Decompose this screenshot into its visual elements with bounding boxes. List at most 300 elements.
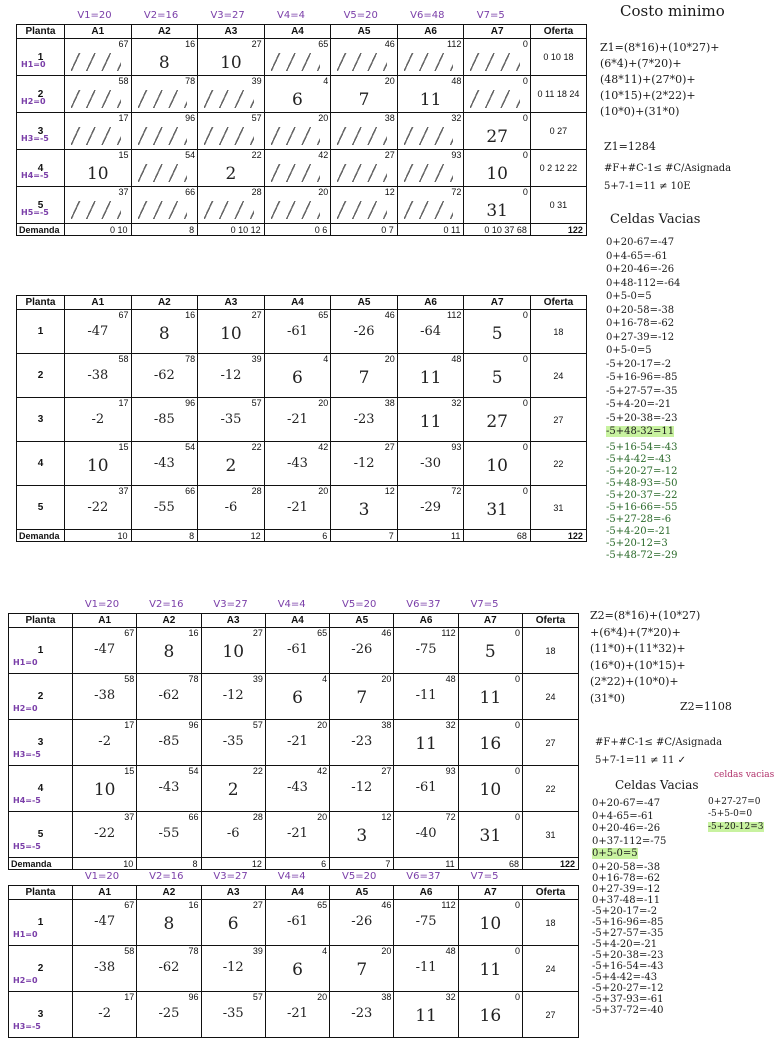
cell-2-a6 <box>394 674 458 720</box>
demanda-row <box>17 530 587 542</box>
oferta-1: 18 <box>522 628 578 674</box>
allocation-value: 8 <box>158 53 170 73</box>
cell-2-a7 <box>464 354 531 398</box>
unit-cost: 0 <box>522 39 528 49</box>
celdas-vacias-list-2: 0+20-67=-47 0+4-65=-61 0+20-46=-26 0+37-112=-75 <box>592 798 667 847</box>
allocation-value: 6 <box>292 368 303 388</box>
allocation-value: -35 <box>222 734 244 749</box>
cell-3-a1 <box>73 992 137 1038</box>
unit-cost: 42 <box>317 766 328 776</box>
unit-cost: 20 <box>317 812 328 822</box>
cell-4-a1 <box>65 442 132 486</box>
v-value-a6: V6=48 <box>410 10 445 21</box>
allocation-value: -12 <box>222 960 244 975</box>
unit-cost: 38 <box>381 720 392 730</box>
unit-cost: 15 <box>124 766 135 776</box>
col-header-a1: A1 <box>73 886 137 900</box>
allocation-value: -43 <box>153 456 175 471</box>
unit-cost: 20 <box>381 674 392 684</box>
plant-label-4: 4 H4=-5 <box>17 150 65 187</box>
unit-cost: 38 <box>384 398 395 408</box>
allocation-value: -12 <box>351 780 373 795</box>
unit-cost: 48 <box>451 76 462 86</box>
unit-cost: 67 <box>118 310 129 320</box>
allocation-value: 7 <box>358 90 370 110</box>
demanda-a1: 10 <box>73 858 137 870</box>
crossed-out-mark <box>337 127 387 145</box>
cell-3-a2 <box>137 992 201 1038</box>
v-value-a1: V1=20 <box>84 871 120 882</box>
oferta-4: 0 2 12 22 <box>530 150 586 187</box>
crossed-out-mark <box>271 127 321 145</box>
unit-cost: 57 <box>251 113 262 123</box>
plant-row-4 <box>9 766 579 812</box>
celdas-vacias-list-1: 0+20-67=-47 0+4-65=-61 0+20-46=-26 0+48-112=-64 0+5-0=5 0+20-58=-38 0+16-78=-62 0+27-39=-12 0+5-0=5 -5+20-17=-2 -5+16-96=-85 -5+27-57=-35 -5+4-20=-21 -5+20-38=-23 <box>606 237 681 424</box>
cell-1-a5 <box>330 900 394 946</box>
unit-cost: 0 <box>522 310 528 320</box>
v-value-a5: V5=20 <box>343 10 378 21</box>
cell-5-a1 <box>65 187 132 224</box>
crossed-out-mark <box>337 53 387 71</box>
cell-4-a7 <box>464 442 531 486</box>
allocation-value: -26 <box>351 914 373 929</box>
allocation-value: 11 <box>415 1006 437 1026</box>
unit-cost: 27 <box>252 900 263 910</box>
oferta-header: Oferta <box>522 614 578 628</box>
allocation-value: 16 <box>479 734 502 754</box>
allocation-value: -22 <box>87 500 109 515</box>
cell-2-a2 <box>131 76 198 113</box>
unit-cost: 15 <box>118 442 129 452</box>
oferta-3: 27 <box>522 992 578 1038</box>
demanda-a6: 11 <box>394 858 458 870</box>
demanda-label: Demanda <box>17 224 65 236</box>
celdas-vacias-side-highlight: -5+20-12=3 <box>708 822 764 832</box>
oferta-5: 0 31 <box>530 187 586 224</box>
unit-cost: 0 <box>514 992 520 1002</box>
unit-cost: 65 <box>318 39 329 49</box>
unit-cost: 17 <box>124 720 135 730</box>
col-header-a3: A3 <box>198 296 265 310</box>
celdas-vacias-highlight-2: 0+5-0=5 <box>592 848 638 859</box>
allocation-value: -62 <box>158 688 180 703</box>
oferta-1: 0 10 18 <box>530 39 586 76</box>
cell-1-a5 <box>331 39 398 76</box>
allocation-value: -75 <box>415 914 437 929</box>
allocation-value: -38 <box>94 688 116 703</box>
unit-cost: 27 <box>384 150 395 160</box>
cell-4-a6 <box>394 766 458 812</box>
plant-row-2 <box>9 674 579 720</box>
cell-5-a6 <box>394 812 458 858</box>
unit-cost: 20 <box>318 187 329 197</box>
demanda-a1: 0 10 <box>65 224 132 236</box>
col-header-a7: A7 <box>464 25 531 39</box>
cell-5-a4 <box>264 187 331 224</box>
plant-row-5 <box>17 486 587 530</box>
cell-1-a4 <box>265 900 329 946</box>
plant-label-2: 2 H2=0 <box>9 674 73 720</box>
unit-cost: 4 <box>322 674 328 684</box>
col-header-a2: A2 <box>137 886 201 900</box>
unit-cost: 78 <box>188 946 199 956</box>
unit-cost: 39 <box>252 674 263 684</box>
col-header-a5: A5 <box>330 886 394 900</box>
oferta-5: 31 <box>530 486 586 530</box>
cell-5-a5 <box>330 812 394 858</box>
v-value-a3: V3=27 <box>213 871 248 882</box>
planta-header: Planta <box>9 614 73 628</box>
cell-1-a7 <box>458 900 522 946</box>
allocation-value: 6 <box>292 688 303 708</box>
allocation-value: 2 <box>225 456 237 476</box>
unit-cost: 20 <box>317 992 328 1002</box>
allocation-value: 10 <box>479 914 502 934</box>
cell-1-a4 <box>265 628 329 674</box>
v-value-a4: V4=4 <box>277 10 305 21</box>
cell-5-a1 <box>65 486 132 530</box>
celdas-vacias-title-1: Celdas Vacias <box>610 212 701 227</box>
allocation-value: -22 <box>94 826 116 841</box>
allocation-value: -85 <box>158 734 180 749</box>
plant-label-3: 3 H3=-5 <box>17 113 65 150</box>
col-header-a6: A6 <box>397 296 464 310</box>
unit-cost: 28 <box>251 187 262 197</box>
unit-cost: 96 <box>185 398 196 408</box>
plant-row-2 <box>17 76 587 113</box>
cell-4-a5 <box>330 766 394 812</box>
unit-cost: 32 <box>451 113 462 123</box>
demanda-a7: 0 10 37 68 <box>464 224 531 236</box>
unit-cost: 16 <box>185 39 196 49</box>
allocation-value: -21 <box>287 500 308 515</box>
crossed-out-mark <box>271 53 321 71</box>
cell-5-a3 <box>198 486 265 530</box>
v-value-a2: V2=16 <box>143 10 179 21</box>
unit-cost: 78 <box>185 354 196 364</box>
allocation-value: 10 <box>86 164 109 184</box>
oferta-2: 24 <box>522 674 578 720</box>
cell-2-a5 <box>330 946 394 992</box>
v-value-a5: V5=20 <box>342 599 377 610</box>
cell-1-a6 <box>397 310 464 354</box>
unit-cost: 46 <box>384 39 395 49</box>
demanda-row <box>9 858 579 870</box>
unit-cost: 112 <box>441 900 456 910</box>
col-header-a1: A1 <box>73 614 137 628</box>
col-header-a2: A2 <box>137 614 201 628</box>
oferta-4: 22 <box>530 442 586 486</box>
cell-2-a4 <box>264 76 331 113</box>
allocation-value: -23 <box>351 1006 373 1021</box>
demanda-label: Demanda <box>17 530 65 542</box>
cell-2-a6 <box>397 354 464 398</box>
header-row <box>9 886 579 900</box>
plant-row-3 <box>17 398 587 442</box>
cell-3-a7 <box>464 113 531 150</box>
allocation-value: 10 <box>220 53 242 73</box>
cell-1-a2 <box>131 310 198 354</box>
unit-cost: 54 <box>185 442 196 452</box>
oferta-2: 24 <box>522 946 578 992</box>
cell-5-a6 <box>397 486 464 530</box>
unit-cost: 67 <box>124 900 135 910</box>
unit-cost: 20 <box>318 398 329 408</box>
plant-row-3 <box>9 992 579 1038</box>
plant-row-2 <box>17 354 587 398</box>
allocation-value: 10 <box>486 164 508 184</box>
v-value-a4: V4=4 <box>277 599 306 610</box>
unit-cost: 58 <box>124 946 135 956</box>
cell-3-a6 <box>394 992 458 1038</box>
celdas-vacias-list-2b: 0+20-58=-38 0+16-78=-62 0+27-39=-12 0+37-48=-11 -5+20-17=-2 -5+16-96=-85 -5+27-57=-35 -5+4-20=-21 -5+20-38=-23 -5+16-54=-43 -5+4-42=-43 -5+20-27=-12 -5+37-93=-61 -5+37-72=-40 <box>592 862 664 1016</box>
allocation-value: 10 <box>222 642 245 662</box>
oferta-2: 0 11 18 24 <box>530 76 586 113</box>
t1-table <box>16 24 587 236</box>
cell-2-a5 <box>331 76 398 113</box>
allocation-value: -35 <box>222 1006 244 1021</box>
cell-1-a2 <box>137 628 201 674</box>
oferta-header: Oferta <box>530 296 586 310</box>
unit-cost: 20 <box>381 946 392 956</box>
unit-cost: 39 <box>251 354 262 364</box>
plant-label-3: 3 <box>17 398 65 442</box>
unit-cost: 58 <box>118 354 129 364</box>
allocation-value: -47 <box>94 914 116 929</box>
cell-1-a5 <box>330 628 394 674</box>
cell-1-a6 <box>394 628 458 674</box>
unit-cost: 93 <box>445 766 456 776</box>
allocation-value: 7 <box>356 688 368 708</box>
v-value-a3: V3=27 <box>213 599 248 610</box>
allocation-value: 31 <box>479 826 502 846</box>
allocation-value: -55 <box>153 500 175 515</box>
h-value-2: H2=0 <box>13 704 38 713</box>
allocation-value: -12 <box>220 368 242 383</box>
crossed-out-mark <box>337 164 387 182</box>
unit-cost: 54 <box>188 766 199 776</box>
allocation-value: 11 <box>479 960 502 980</box>
cell-4-a4 <box>264 442 331 486</box>
cell-2-a3 <box>198 354 265 398</box>
crossed-out-mark <box>271 201 321 219</box>
unit-cost: 16 <box>185 310 196 320</box>
unit-cost: 12 <box>384 187 395 197</box>
unit-cost: 66 <box>185 486 196 496</box>
unit-cost: 57 <box>252 992 263 1002</box>
t2-table <box>16 295 587 542</box>
unit-cost: 46 <box>381 628 392 638</box>
v-value-a7: V7=5 <box>470 871 499 882</box>
unit-cost: 58 <box>118 76 129 86</box>
allocation-value: -43 <box>287 456 308 471</box>
cell-3-a4 <box>265 720 329 766</box>
unit-cost: 22 <box>251 150 262 160</box>
cell-5-a5 <box>331 187 398 224</box>
cell-1-a6 <box>394 900 458 946</box>
allocation-value: -11 <box>415 688 437 703</box>
crossed-out-mark <box>71 53 121 71</box>
crossed-out-mark <box>71 127 121 145</box>
unit-cost: 20 <box>318 486 329 496</box>
plant-row-2 <box>9 946 579 992</box>
allocation-value: -47 <box>87 324 109 339</box>
allocation-value: -61 <box>415 780 437 795</box>
unit-cost: 72 <box>451 486 462 496</box>
allocation-value: -23 <box>353 412 375 427</box>
unit-cost: 37 <box>124 812 135 822</box>
crossed-out-mark <box>337 201 387 219</box>
v-value-a2: V2=16 <box>149 599 184 610</box>
cell-2-a2 <box>137 946 201 992</box>
allocation-value: -35 <box>220 412 242 427</box>
cell-2-a2 <box>137 674 201 720</box>
cell-1-a7 <box>458 628 522 674</box>
cell-3-a1 <box>73 720 137 766</box>
v-value-a1: V1=20 <box>84 599 120 610</box>
cell-3-a7 <box>464 398 531 442</box>
plant-label-3: 3 H3=-5 <box>9 720 73 766</box>
celdas-vacias-list-1b: -5+16-54=-43 -5+4-42=-43 -5+20-27=-12 -5+48-93=-50 -5+20-37=-22 -5+16-66=-55 -5+27-28=-6 -5+4-20=-21 -5+20-12=3 -5+48-72=-29 <box>606 442 678 561</box>
unit-cost: 96 <box>188 992 199 1002</box>
cell-3-a1 <box>65 398 132 442</box>
col-header-a2: A2 <box>131 296 198 310</box>
plant-label-3: 3 H3=-5 <box>9 992 73 1038</box>
allocation-value: -47 <box>94 642 116 657</box>
header-row <box>9 614 579 628</box>
cell-4-a6 <box>397 150 464 187</box>
allocation-value: 7 <box>356 960 368 980</box>
demanda-a5: 0 7 <box>331 224 398 236</box>
cell-5-a2 <box>131 187 198 224</box>
unit-cost: 27 <box>251 310 262 320</box>
cell-1-a1 <box>73 628 137 674</box>
unit-cost: 28 <box>251 486 262 496</box>
crossed-out-mark <box>470 90 520 108</box>
unit-cost: 72 <box>445 812 456 822</box>
cell-3-a4 <box>265 992 329 1038</box>
cell-3-a6 <box>397 398 464 442</box>
cell-1-a1 <box>65 310 132 354</box>
unit-cost: 93 <box>451 150 462 160</box>
cell-4-a2 <box>131 442 198 486</box>
unit-cost: 0 <box>522 442 528 452</box>
unit-cost: 93 <box>451 442 462 452</box>
unit-cost: 22 <box>251 442 262 452</box>
plant-label-1: 1 <box>17 310 65 354</box>
total: 122 <box>530 224 586 236</box>
cell-5-a3 <box>198 187 265 224</box>
col-header-a7: A7 <box>458 886 522 900</box>
cell-1-a7 <box>464 310 531 354</box>
allocation-value: -38 <box>94 960 116 975</box>
allocation-value: 2 <box>227 780 239 800</box>
cell-1-a3 <box>198 310 265 354</box>
allocation-value: -43 <box>287 780 308 795</box>
allocation-value: 6 <box>292 90 303 110</box>
h-value-1: H1=0 <box>13 930 38 939</box>
unit-cost: 16 <box>188 900 199 910</box>
unit-cost: 67 <box>118 39 129 49</box>
oferta-5: 31 <box>522 812 578 858</box>
col-header-a1: A1 <box>65 296 132 310</box>
cell-3-a6 <box>397 113 464 150</box>
unit-cost: 67 <box>124 628 135 638</box>
unit-cost: 37 <box>118 486 129 496</box>
unit-cost: 0 <box>514 720 520 730</box>
allocation-value: 8 <box>158 324 170 344</box>
col-header-a6: A6 <box>397 25 464 39</box>
plant-row-1 <box>9 900 579 946</box>
unit-cost: 0 <box>522 113 528 123</box>
oferta-3: 27 <box>530 398 586 442</box>
cell-4-a5 <box>331 442 398 486</box>
unit-cost: 39 <box>251 76 262 86</box>
oferta-header: Oferta <box>530 25 586 39</box>
crossed-out-mark <box>138 201 188 219</box>
allocation-value: -23 <box>351 734 373 749</box>
crossed-out-mark <box>204 90 254 108</box>
z1-formula: Z1=(8*16)+(10*27)+ (6*4)+(7*20)+ (48*11)+(27*0)+ (10*15)+(2*22)+ (10*0)+(31*0) <box>600 41 720 118</box>
plant-label-1: 1 H1=0 <box>9 628 73 674</box>
unit-cost: 0 <box>514 766 520 776</box>
cell-3-a3 <box>201 720 265 766</box>
cell-4-a4 <box>265 766 329 812</box>
allocation-value: -2 <box>98 1006 111 1021</box>
unit-cost: 48 <box>445 946 456 956</box>
crossed-out-mark <box>470 53 520 71</box>
plant-row-5 <box>17 187 587 224</box>
unit-cost: 48 <box>451 354 462 364</box>
cell-5-a7 <box>464 187 531 224</box>
allocation-value: -21 <box>287 1006 308 1021</box>
allocation-value: 5 <box>491 368 503 388</box>
cell-2-a1 <box>65 76 132 113</box>
col-header-a5: A5 <box>331 25 398 39</box>
h-value-5: H5=-5 <box>21 208 49 217</box>
unit-cost: 32 <box>451 398 462 408</box>
allocation-value: 10 <box>86 456 109 476</box>
cell-5-a2 <box>137 812 201 858</box>
unit-cost: 54 <box>185 150 196 160</box>
check-1: #F+#C-1≤ #C/Asignada 5+7-1=11 ≠ 10E <box>604 163 732 192</box>
cell-2-a4 <box>265 674 329 720</box>
cell-5-a2 <box>131 486 198 530</box>
unit-cost: 38 <box>381 992 392 1002</box>
cell-4-a1 <box>65 150 132 187</box>
crossed-out-mark <box>204 127 254 145</box>
v-value-a5: V5=20 <box>342 871 377 882</box>
v-value-a6: V6=37 <box>406 871 441 882</box>
demanda-a3: 12 <box>198 530 265 542</box>
allocation-value: -75 <box>415 642 437 657</box>
unit-cost: 112 <box>441 628 456 638</box>
plant-row-4 <box>17 442 587 486</box>
col-header-a5: A5 <box>331 296 398 310</box>
v-value-a7: V7=5 <box>476 10 505 21</box>
unit-cost: 65 <box>317 900 328 910</box>
celdas-vacias-side-title: celdas vacias <box>714 770 774 780</box>
cell-2-a6 <box>397 76 464 113</box>
planta-header: Planta <box>17 296 65 310</box>
allocation-value: -12 <box>353 456 375 471</box>
unit-cost: 65 <box>317 628 328 638</box>
allocation-value: -61 <box>287 324 308 339</box>
cell-2-a3 <box>201 674 265 720</box>
allocation-value: -2 <box>98 734 111 749</box>
cell-3-a3 <box>201 992 265 1038</box>
allocation-value: 3 <box>356 826 368 846</box>
